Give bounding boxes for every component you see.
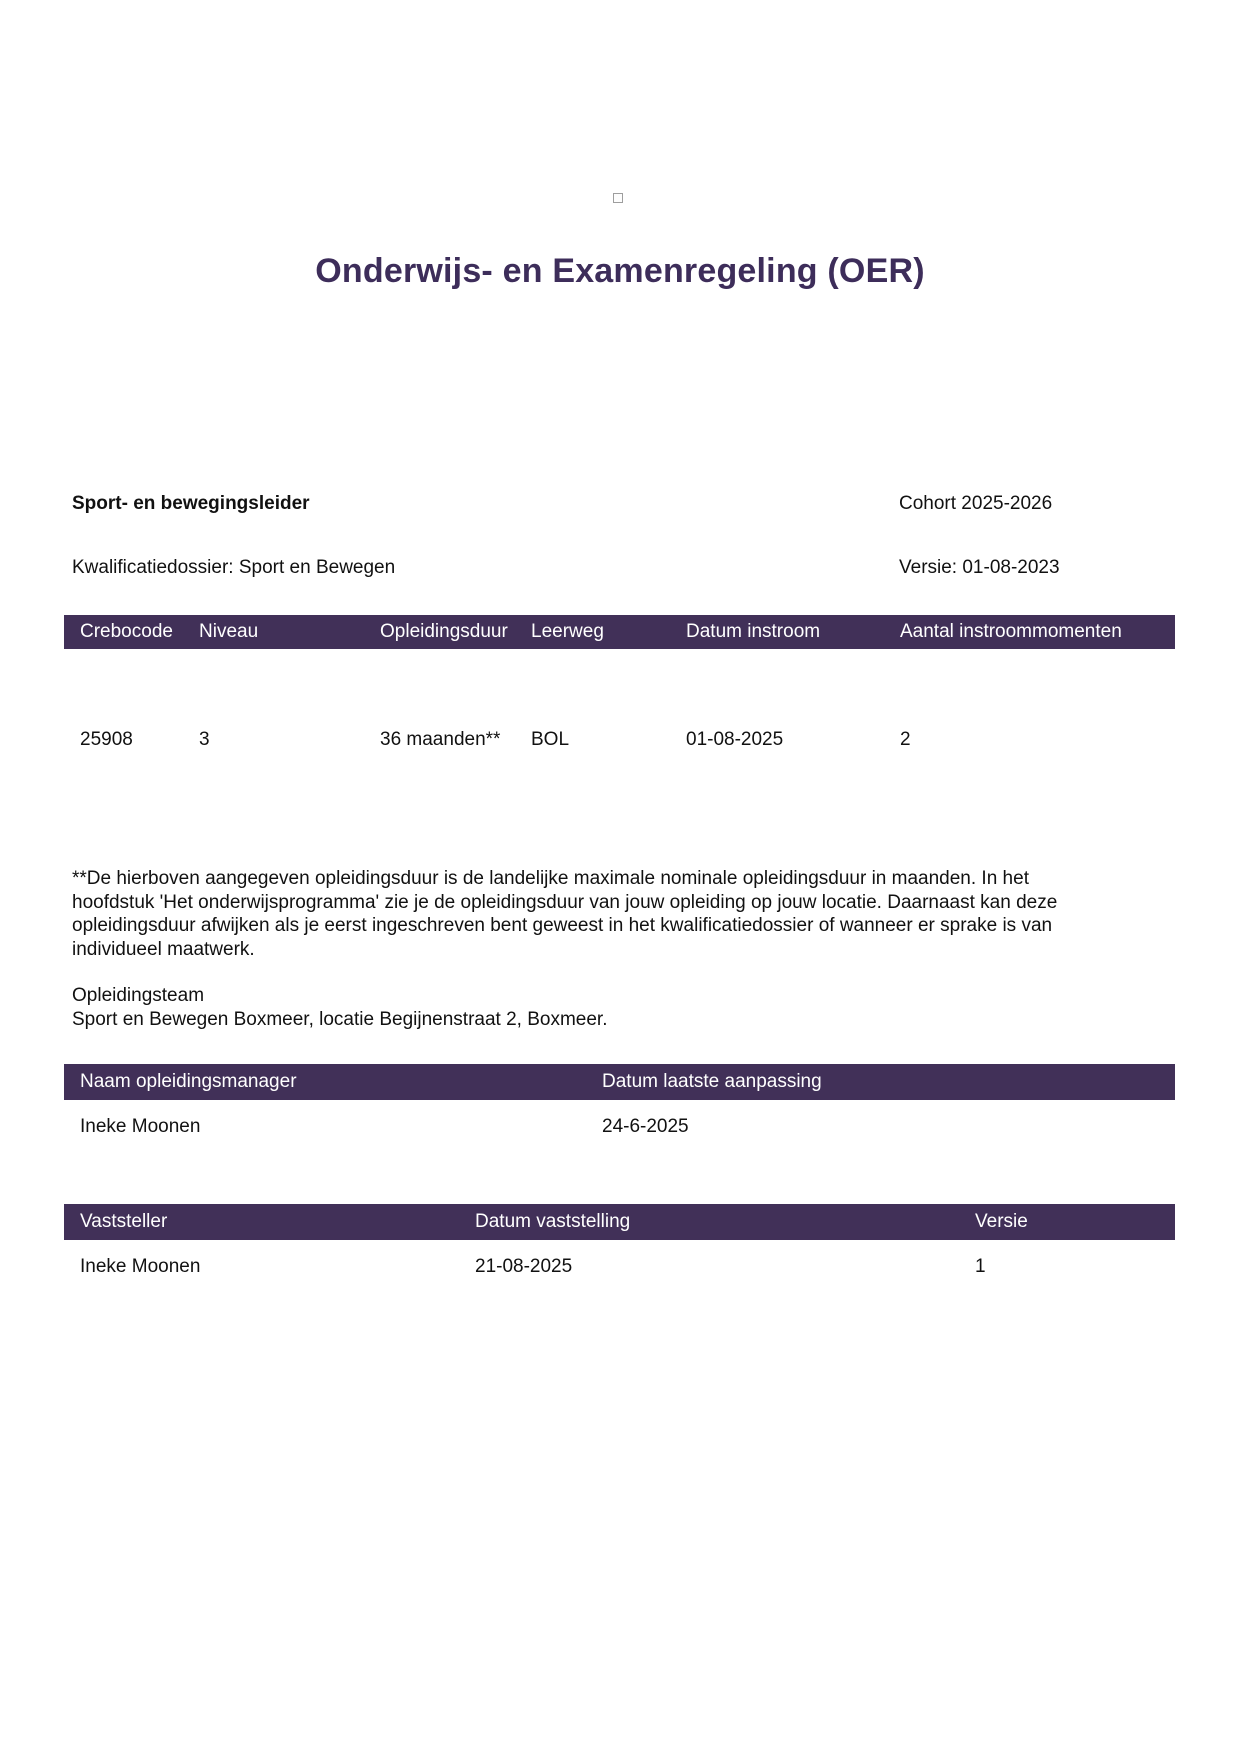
manager-table <box>64 1064 1175 1138</box>
vaststeller-table <box>64 1204 1175 1278</box>
table-row <box>64 1100 1175 1138</box>
cell-vaststeller: Ineke Moonen <box>80 1256 201 1277</box>
column-header-vaststeller: Vaststeller <box>80 1211 168 1232</box>
column-header-naam-opleidingsmanager: Naam opleidingsmanager <box>80 1071 297 1092</box>
vaststeller-table-header <box>64 1204 1175 1240</box>
cell-leerweg: BOL <box>531 729 570 750</box>
cell-aantal-instroommomenten: 2 <box>900 729 911 750</box>
opleidingsteam-description: Sport en Bewegen Boxmeer, locatie Begijnenstraat 2, Boxmeer. <box>72 1009 608 1030</box>
crebo-table <box>64 615 1175 751</box>
kwalificatiedossier-label: Kwalificatiedossier: Sport en Bewegen <box>72 557 396 578</box>
versie-label: Versie: 01-08-2023 <box>899 557 1060 578</box>
column-header-opleidingsduur: Opleidingsduur <box>380 621 508 642</box>
crebo-table-header <box>64 615 1175 649</box>
cell-naam-opleidingsmanager: Ineke Moonen <box>80 1116 201 1137</box>
broken-image-icon <box>613 193 623 203</box>
column-header-leerweg: Leerweg <box>531 621 604 642</box>
manager-table-header <box>64 1064 1175 1100</box>
cell-versie: 1 <box>975 1256 986 1277</box>
duration-footnote: **De hierboven aangegeven opleidingsduur is de landelijke maximale nominale opleidingsduur in maanden. In het hoofdstuk 'Het onderwijsprogramma' zie je de opleidingsduur van jouw opleiding op jouw locatie. Daarnaast kan deze opleidingsduur afwijken als je eerst ingeschreven bent geweest in het kwalificatiedossier of wanneer er sprake is van individueel maatwerk. <box>72 868 1058 960</box>
cell-datum-laatste-aanpassing: 24-6-2025 <box>602 1116 689 1137</box>
cell-crebocode: 25908 <box>80 729 133 750</box>
opleidingsteam-label: Opleidingsteam <box>72 985 205 1006</box>
opleidingsteam-block <box>72 984 1112 1032</box>
cell-niveau: 3 <box>199 729 210 750</box>
column-header-versie: Versie <box>975 1211 1028 1232</box>
column-header-crebocode: Crebocode <box>80 621 173 642</box>
column-header-datum-vaststelling: Datum vaststelling <box>475 1211 631 1232</box>
document-title: Onderwijs- en Examenregeling (OER) <box>315 252 925 290</box>
cell-datum-vaststelling: 21-08-2025 <box>475 1256 573 1277</box>
cell-datum-instroom: 01-08-2025 <box>686 729 784 750</box>
column-header-niveau: Niveau <box>199 621 259 642</box>
program-name: Sport- en bewegingsleider <box>72 493 310 514</box>
table-row <box>64 1240 1175 1278</box>
column-header-datum-instroom: Datum instroom <box>686 621 821 642</box>
column-header-datum-laatste-aanpassing: Datum laatste aanpassing <box>602 1071 822 1092</box>
cell-opleidingsduur: 36 maanden** <box>380 729 501 750</box>
column-header-aantal-instroommomenten: Aantal instroommomenten <box>900 621 1122 642</box>
table-row <box>64 649 1175 751</box>
cohort-label: Cohort 2025-2026 <box>899 493 1053 514</box>
